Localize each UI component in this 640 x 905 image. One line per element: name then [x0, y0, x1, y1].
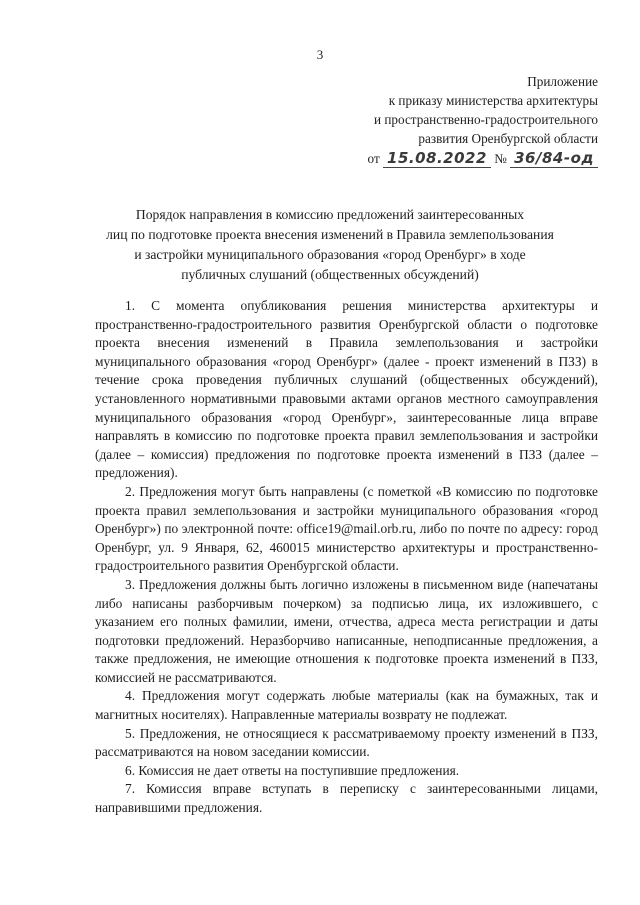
appendix-line: и пространственно-градостроительного [374, 112, 598, 127]
handwritten-number: 36/84-од [510, 149, 598, 168]
handwritten-date: 15.08.2022 [383, 149, 491, 168]
number-prefix: № [494, 151, 507, 166]
title-line: публичных слушаний (общественных обсуждений) [181, 267, 479, 282]
appendix-line: к приказу министерства архитектуры [388, 93, 598, 108]
date-prefix: от [367, 151, 380, 166]
paragraph-7: 7. Комиссия вправе вступать в переписку с заинтересованными лицами, направившими предложения. [95, 781, 598, 816]
title-line: Порядок направления в комиссию предложений заинтересованных [135, 207, 525, 222]
appendix-line: Приложение [527, 74, 598, 89]
appendix-header [238, 72, 598, 169]
paragraph-1: 1. С момента опубликования решения министерства архитектуры и пространственно-градостроительного развития Оренбургской области о подготовке проекта внесения изменений в Правила землепользования и застройки муниципального образования «город Оренбург» (далее - проект изменений в ПЗЗ) в течение срока проведения публичных слушаний (общественных обсуждений), установленного нормативными правовыми актами органов местного самоуправления муниципального образования «город Оренбург», заинтересованные лица вправе направлять в комиссию по подготовке проекта правил землепользования и застройки (далее – комиссия) предложения по подготовке проекта изменений в ПЗЗ (далее – предложения). [95, 298, 598, 481]
appendix-line: развития Оренбургской области [418, 131, 598, 146]
title-line: лиц по подготовке проекта внесения изменений в Правила землепользования [106, 227, 554, 242]
paragraph-3: 3. Предложения должны быть логично изложены в письменном виде (напечатаны либо написаны разборчивым почерком) за подписью лица, их изложившего, с указанием его полных фамилии, имени, отчества, адреса места регистрации и даты подготовки предложений. Неразборчиво написанные, неподписанные предложения, а также предложения, не имеющие отношения к подготовке проекта изменений в ПЗЗ, комиссией не рассматриваются. [95, 576, 598, 685]
document-title [60, 205, 600, 285]
page-number: 3 [316, 47, 324, 62]
paragraph-2: 2. Предложения могут быть направлены (с пометкой «В комиссию по подготовке проекта правил землепользования и застройки муниципального образования «город Оренбург») по электронной почте: office19@mail.orb.ru, либо по почте по адресу: город Оренбург, ул. 9 Января, 62, 460015 министерство архитектуры и пространственно-градостроительного развития Оренбургской области. [95, 483, 598, 574]
paragraph-6: 6. Комиссия не дает ответы на поступившие предложения. [125, 762, 460, 778]
title-line: и застройки муниципального образования «город Оренбург» в ходе [134, 247, 526, 262]
paragraph-5: 5. Предложения, не относящиеся к рассматриваемому проекту изменений в ПЗЗ, рассматриваются на новом заседании комиссии. [95, 725, 598, 760]
document-body [95, 297, 598, 818]
paragraph-4: 4. Предложения могут содержать любые материалы (как на бумажных, так и магнитных носителях). Направленные материалы возврату не подлежат. [95, 688, 598, 723]
order-date-number [238, 149, 598, 169]
